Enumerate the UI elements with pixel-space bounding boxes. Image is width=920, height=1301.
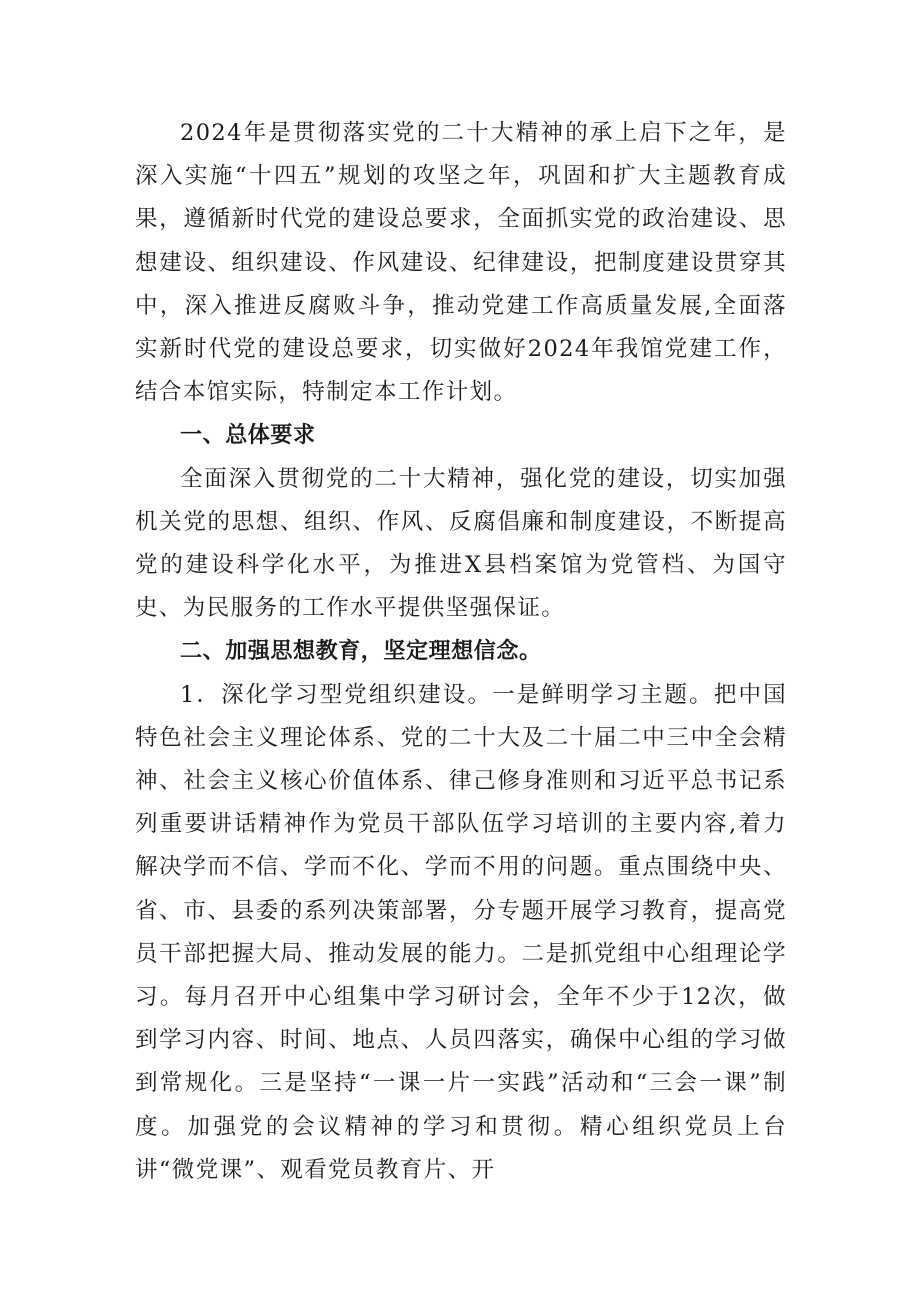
- section-heading-ideological-education: 二、加强思想教育，坚定理想信念。: [180, 639, 542, 665]
- ideological-education-paragraph: 1．深化学习型党组织建设。一是鲜明学习主题。把中国特色社会主义理论体系、党的二十大及二十届二中三中全会精神、社会主义核心价值体系、律己修身准则和习近平总书记系列重要讲话精神作为党员干部队伍学习培训的主要内容,着力解决学而不信、学而不化、学而不用的问题。重点围绕中央、省、市、县委的系列决策部署，分专题开展学习教育，提高党员干部把握大局、推动发展的能力。二是抓党组中心组理论学习。每月召开中心组集中学习研讨会，全年不少于12次，做到学习内容、时间、地点、人员四落实，确保中心组的学习做到常规化。三是坚持“一课一片一实践”活动和“三会一课”制度。加强党的会议精神的学习和贯彻。精心组织党员上台讲“微党课”、观看党员教育片、开: [135, 681, 787, 1183]
- intro-paragraph: 2024年是贯彻落实党的二十大精神的承上启下之年，是深入实施“十四五”规划的攻坚之年，巩固和扩大主题教育成果，遵循新时代党的建设总要求，全面抓实党的政治建设、思想建设、组织建设、作风建设、纪律建设，把制度建设贯穿其中，深入推进反腐败斗争，推动党建工作高质量发展,全面落实新时代党的建设总要求，切实做好2024年我馆党建工作，结合本馆实际，特制定本工作计划。: [135, 120, 787, 406]
- document-body: [135, 112, 787, 1192]
- overall-requirements-paragraph: 全面深入贯彻党的二十大精神，强化党的建设，切实加强机关党的思想、组织、作风、反腐倡廉和制度建设，不断提高党的建设科学化水平，为推进X县档案馆为党管档、为国守史、为民服务的工作水平提供坚强保证。: [135, 465, 787, 622]
- section-heading-overall-requirements: 一、总体要求: [180, 423, 316, 449]
